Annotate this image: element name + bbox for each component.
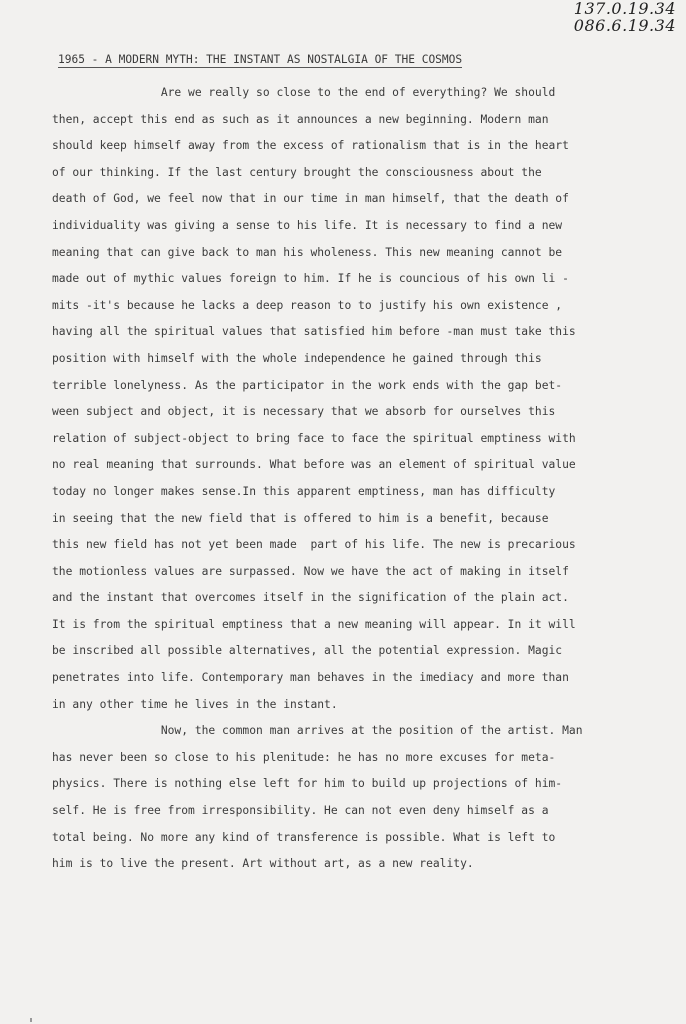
archive-code-primary: 137.0.19.34 — [573, 0, 676, 18]
body-line: the motionless values are surpassed. Now we have the act of making in itself — [52, 564, 569, 578]
body-line: then, accept this end as such as it announces a new beginning. Modern man — [52, 112, 549, 126]
archive-code-secondary: 086.6.19.34 — [573, 16, 676, 35]
body-line: in any other time he lives in the instant. — [52, 697, 338, 711]
body-line: this new field has not yet been made part of his life. The new is precarious — [52, 538, 576, 552]
body-line: be inscribed all possible alternatives, all the potential expression. Magic — [52, 644, 563, 658]
document-body — [52, 80, 682, 878]
body-line: self. He is free from irresponsibility. He can not even deny himself as a — [52, 804, 549, 818]
paper-mark — [30, 1018, 32, 1022]
body-line: relation of subject-object to bring face to face the spiritual emptiness with — [52, 431, 576, 445]
body-line: position with himself with the whole independence he gained through this — [52, 351, 542, 365]
body-line: in seeing that the new field that is offered to him is a benefit, because — [52, 511, 549, 525]
body-line: death of God, we feel now that in our time in man himself, that the death of — [52, 192, 569, 206]
body-line: terrible lonelyness. As the participator in the work ends with the gap bet- — [52, 378, 563, 392]
body-line: made out of mythic values foreign to him. If he is councious of his own li - — [52, 272, 569, 286]
body-line: physics. There is nothing else left for him to build up projections of him- — [52, 777, 563, 791]
body-line: has never been so close to his plenitude: he has no more excuses for meta- — [52, 750, 556, 764]
body-line: him is to live the present. Art without art, as a new reality. — [52, 857, 474, 871]
archive-codes — [574, 0, 676, 34]
body-line: total being. No more any kind of transference is possible. What is left to — [52, 830, 556, 844]
body-line: ween subject and object, it is necessary that we absorb for ourselves this — [52, 405, 556, 419]
body-line: penetrates into life. Contemporary man behaves in the imediacy and more than — [52, 671, 569, 685]
body-line: Now, the common man arrives at the position of the artist. Man — [52, 724, 583, 738]
body-line: It is from the spiritual emptiness that a new meaning will appear. In it will — [52, 617, 576, 631]
body-line: meaning that can give back to man his wholeness. This new meaning cannot be — [52, 245, 563, 259]
body-line: and the instant that overcomes itself in the signification of the plain act. — [52, 591, 569, 605]
body-line: today no longer makes sense.In this apparent emptiness, man has difficulty — [52, 484, 556, 498]
body-line: should keep himself away from the excess of rationalism that is in the heart — [52, 139, 569, 153]
body-line: Are we really so close to the end of everything? We should — [52, 86, 556, 99]
body-line: mits -it's because he lacks a deep reason to to justify his own existence , — [52, 298, 563, 312]
body-line: of our thinking. If the last century brought the consciousness about the — [52, 165, 542, 179]
document-heading: 1965 - A MODERN MYTH: THE INSTANT AS NOSTALGIA OF THE COSMOS — [58, 53, 463, 66]
body-line: no real meaning that surrounds. What before was an element of spiritual value — [52, 458, 576, 472]
body-line: individuality was giving a sense to his life. It is necessary to find a new — [52, 218, 563, 232]
body-line: having all the spiritual values that satisfied him before -man must take this — [52, 325, 576, 339]
